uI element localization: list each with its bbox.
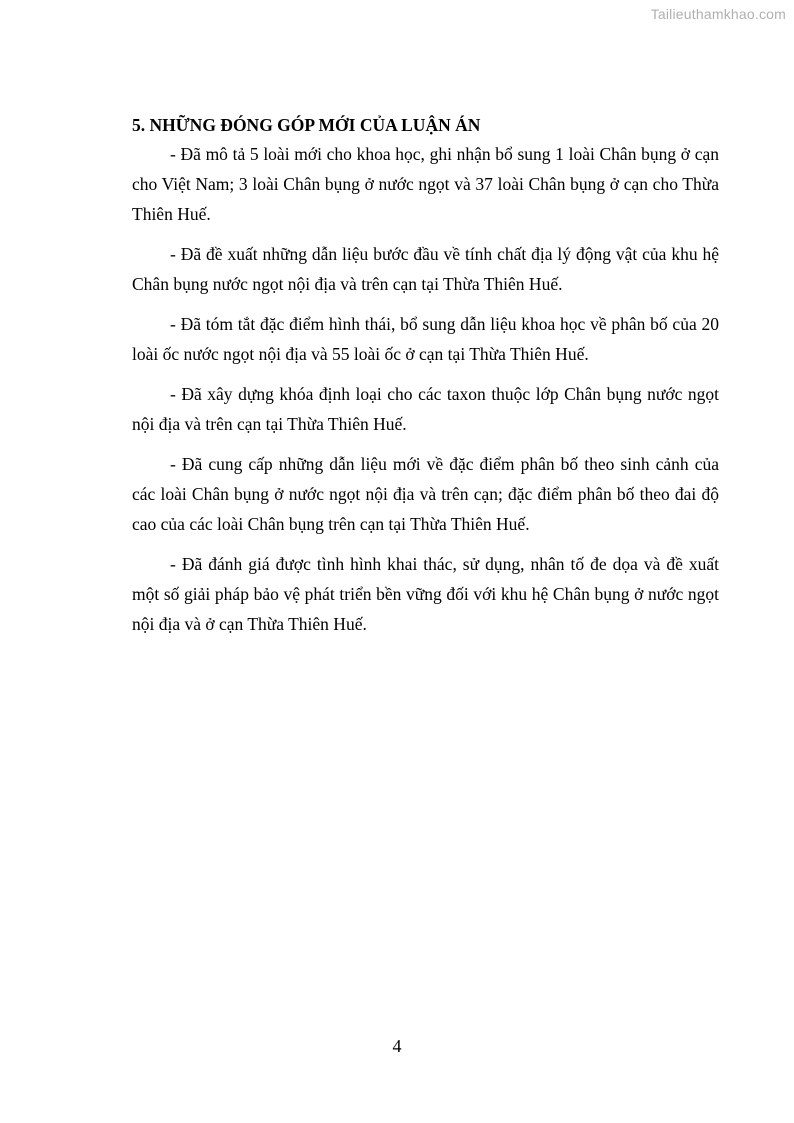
contribution-paragraph-3: - Đã tóm tắt đặc điểm hình thái, bổ sung dẫn liệu khoa học về phân bố của 20 loài ốc nước ngọt nội địa và 55 loài ốc ở cạn tại Thừa Thiên Huế. (132, 314, 719, 364)
contribution-paragraph-1: - Đã mô tả 5 loài mới cho khoa học, ghi nhận bổ sung 1 loài Chân bụng ở cạn cho Việt Nam; 3 loài Chân bụng ở nước ngọt và 37 loài Chân bụng ở cạn cho Thừa Thiên Huế. (132, 144, 719, 224)
section-heading: 5. NHỮNG ĐÓNG GÓP MỚI CỦA LUẬN ÁN (132, 115, 481, 135)
page-number: 4 (392, 1036, 402, 1056)
contribution-paragraph-6: - Đã đánh giá được tình hình khai thác, sử dụng, nhân tố đe dọa và đề xuất một số giải pháp bảo vệ phát triển bền vững đối với khu hệ Chân bụng ở nước ngọt nội địa và ở cạn Thừa Thiên Huế. (132, 554, 719, 634)
watermark-text: Tailieuthamkhao.com (650, 6, 786, 22)
contribution-paragraph-5: - Đã cung cấp những dẫn liệu mới về đặc điểm phân bố theo sinh cảnh của các loài Chân bụng ở nước ngọt nội địa và trên cạn; đặc điểm phân bố theo đai độ cao của các loài Chân bụng trên cạn tại Thừa Thiên Huế. (132, 454, 719, 534)
contribution-paragraph-4: - Đã xây dựng khóa định loại cho các taxon thuộc lớp Chân bụng nước ngọt nội địa và trên cạn tại Thừa Thiên Huế. (132, 384, 719, 434)
contribution-paragraph-2: - Đã đề xuất những dẫn liệu bước đầu về tính chất địa lý động vật của khu hệ Chân bụng nước ngọt nội địa và trên cạn tại Thừa Thiên Huế. (132, 244, 719, 294)
document-body (132, 111, 719, 649)
